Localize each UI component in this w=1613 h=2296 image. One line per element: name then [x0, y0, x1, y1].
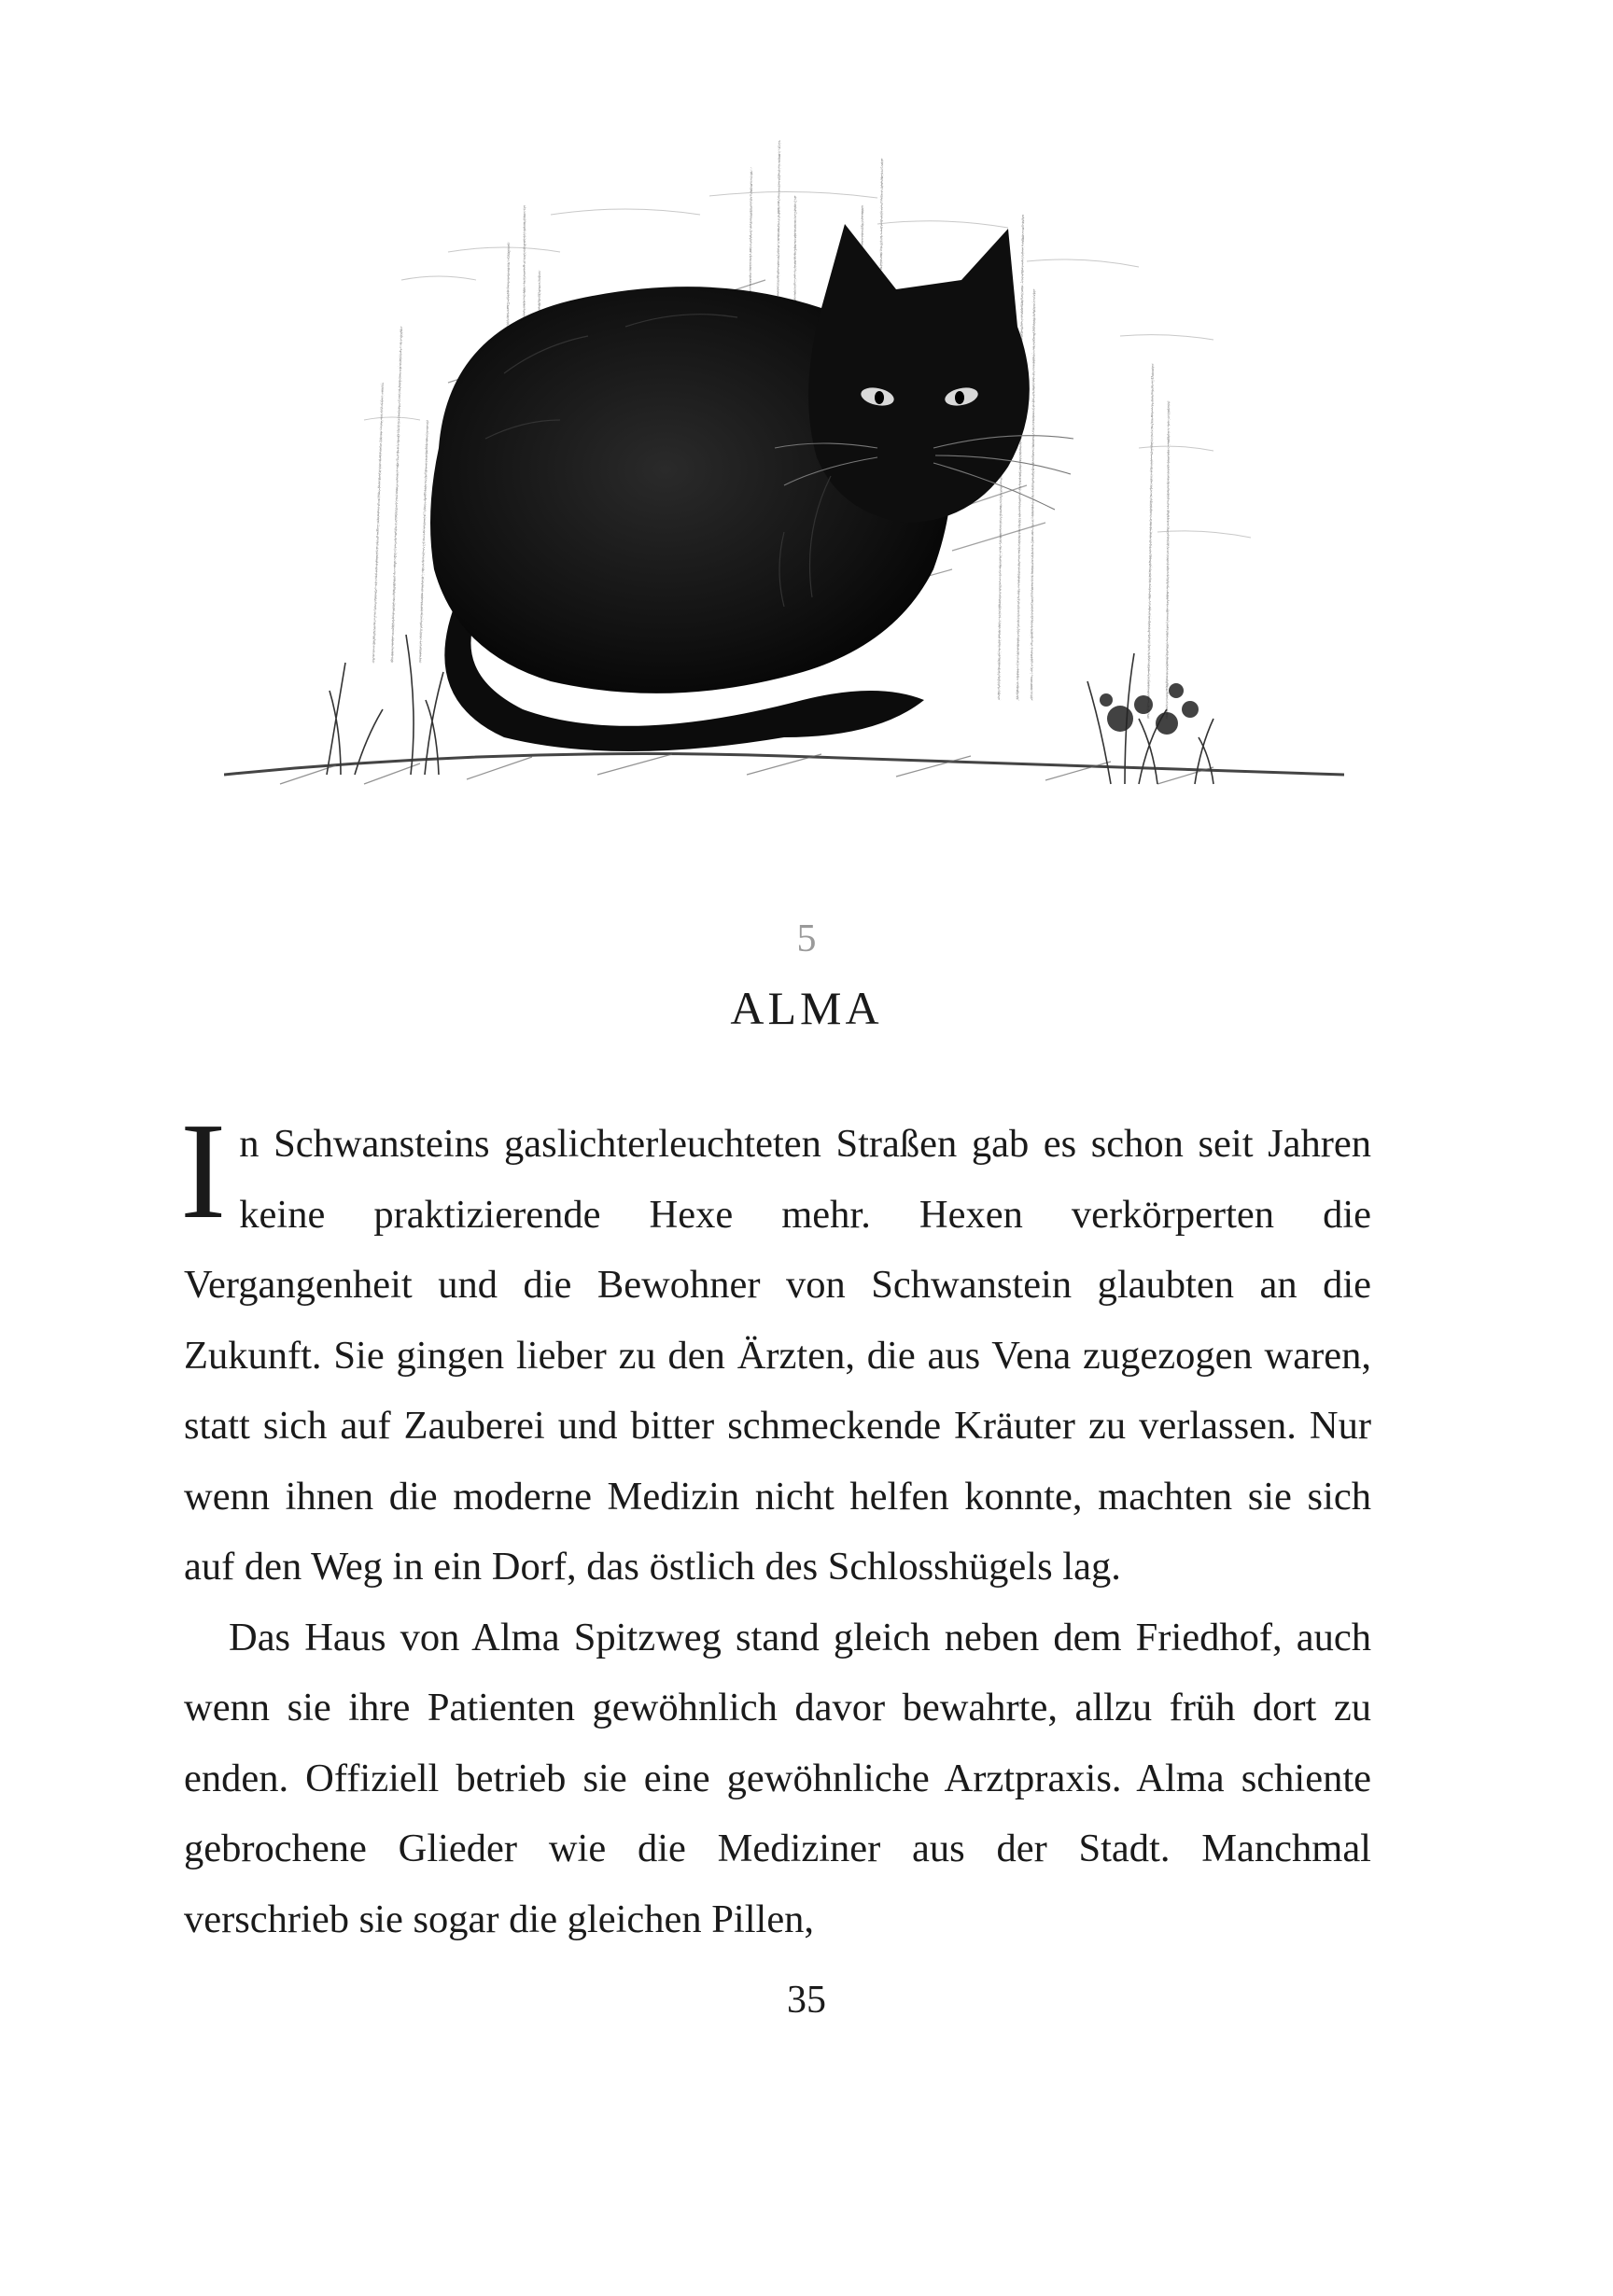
- drop-cap: I: [180, 1095, 227, 1248]
- paragraph-text: n Schwansteins gaslichterleuchteten Straßen gab es schon seit Jahren keine praktizierende Hexe mehr. Hexen verkörperten die Vergangenheit und die Bewohner von Schwanstein glaubten an die Zukunft. Sie gingen lieber zu den Ärzten, die aus Vena zugezogen waren, statt sich auf Zauberei und bitter schmeckende Kräuter zu verlassen. Nur wenn ihnen die moderne Medizin nicht helfen konnte, machten sie sich auf den Weg in ein Dorf, das östlich des Schlosshügels lag.: [184, 1122, 1371, 1589]
- paragraph-text: Das Haus von Alma Spitzweg stand gleich neben dem Friedhof, auch wenn sie ihre Patienten gewöhnlich davor bewahrte, allzu früh dort zu enden. Offiziell betrieb sie eine gewöhnliche Arztpraxis. Alma schiente gebrochene Glieder wie die Mediziner aus der Stadt. Manchmal verschrieb sie sogar die gleichen Pillen,: [184, 1615, 1371, 1941]
- chapter-body: [180, 1095, 1371, 1954]
- paragraph-1: [180, 1095, 1371, 1603]
- chapter-title: ALMA: [730, 982, 883, 1034]
- paragraph-2: [184, 1603, 1371, 1955]
- page-number: 35: [787, 1979, 826, 2022]
- chapter-number: 5: [796, 917, 817, 960]
- black-cat-illustration: [224, 140, 1344, 803]
